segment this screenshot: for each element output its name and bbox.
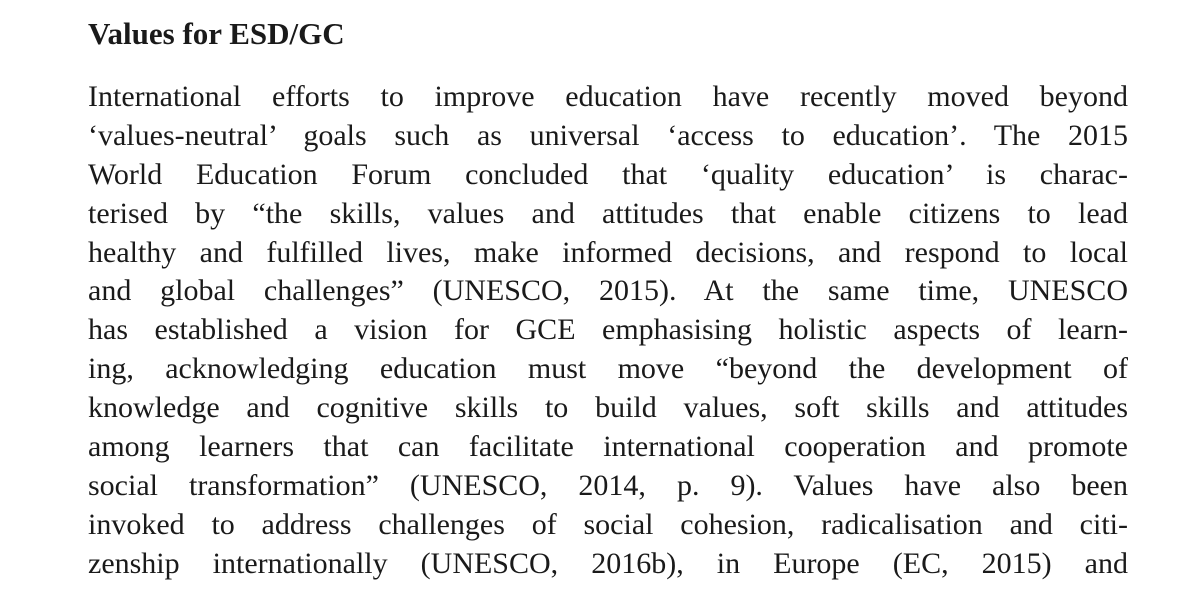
paragraph-line: and global challenges” (UNESCO, 2015). At the same time, UNESCO bbox=[88, 274, 1128, 308]
paragraph-line: invoked to address challenges of social cohesion, radicalisation and citi- bbox=[88, 507, 1128, 541]
paragraph-line: knowledge and cognitive skills to build values, soft skills and attitudes bbox=[88, 391, 1128, 425]
paragraph-line: World Education Forum concluded that ‘quality education’ is charac- bbox=[88, 157, 1128, 191]
paragraph-line: ing, acknowledging education must move “beyond the development of bbox=[88, 352, 1128, 386]
paragraph-line: zenship internationally (UNESCO, 2016b), in Europe (EC, 2015) and bbox=[88, 546, 1128, 580]
paragraph-line: among learners that can facilitate international cooperation and promote bbox=[88, 430, 1128, 464]
paragraph-line: healthy and fulfilled lives, make informed decisions, and respond to local bbox=[88, 235, 1128, 269]
paragraph-line: has established a vision for GCE emphasising holistic aspects of learn- bbox=[88, 313, 1128, 347]
section-heading: Values for ESD/GC bbox=[88, 16, 345, 51]
paragraph-line: International efforts to improve education have recently moved beyond bbox=[88, 80, 1128, 113]
paragraph-line: social transformation” (UNESCO, 2014, p. 9). Values have also been bbox=[88, 468, 1128, 502]
paragraph-line: terised by “the skills, values and attitudes that enable citizens to lead bbox=[88, 196, 1128, 230]
paragraph-line: ‘values-neutral’ goals such as universal ‘access to education’. The 2015 bbox=[88, 118, 1128, 152]
body-paragraph bbox=[88, 78, 1128, 584]
